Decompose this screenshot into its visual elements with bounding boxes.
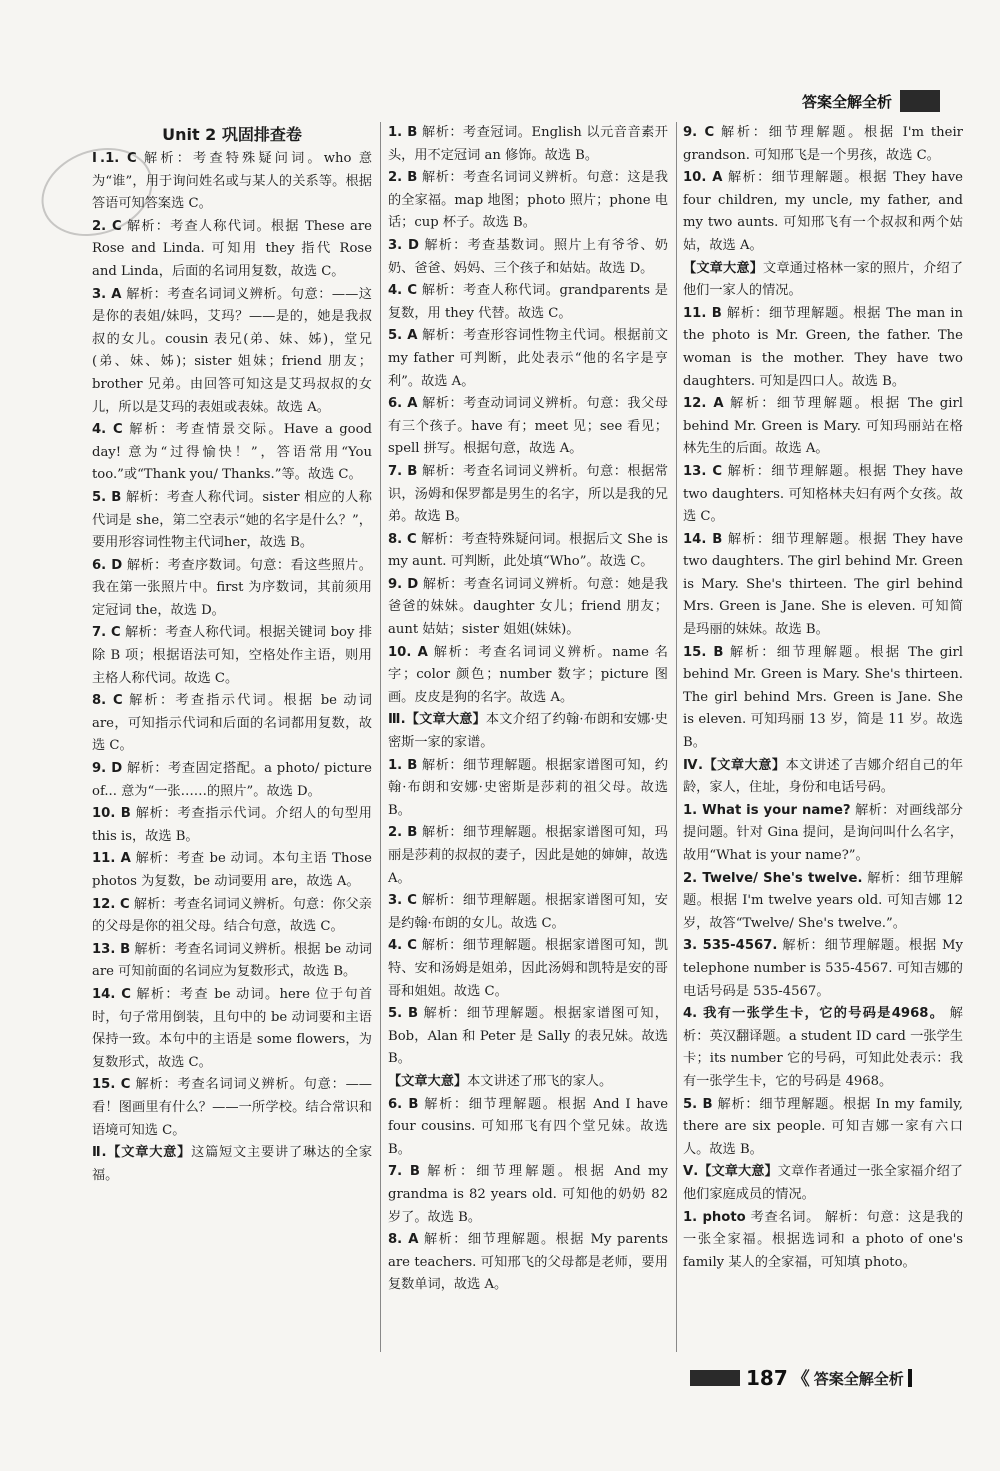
answer-text: 解析：细节理解题。根据 And my grandma is 82 years old. 可知他的奶奶 82 岁了。故选 B。 xyxy=(388,1164,668,1225)
answer-entry xyxy=(92,690,372,758)
answer-label: Ⅴ.【文章大意】 xyxy=(683,1164,778,1180)
answer-label: 3. A xyxy=(92,286,122,302)
answer-entry xyxy=(388,709,668,754)
answer-entry xyxy=(92,939,372,984)
answer-label: 【文章大意】 xyxy=(388,1073,468,1089)
answer-label: 3. 535-4567. xyxy=(683,938,778,954)
answer-text: 解析：考查人称代词。根据 These are Rose and Linda. 可知用 they 指代 Rose and Linda，后面的名词用复数，故选 C。 xyxy=(92,218,372,279)
page-footer xyxy=(690,1365,912,1391)
answer-text: 解析：细节理解题。根据家谱图可知，玛丽是莎莉的叔叔的妻子，因此是她的婶婶，故选 A。 xyxy=(388,825,668,886)
answer-text: 解析：细节理解题。根据家谱图可知，约翰·布朗和安娜·史密斯是莎莉的祖父母。故选 B。 xyxy=(388,757,668,818)
answer-entry xyxy=(388,935,668,1003)
answer-text: 解析：细节理解题。根据 The girl behind Mr. Green is Mary. 可知玛丽站在格林先生的后面。故选 A。 xyxy=(683,396,963,457)
answer-entry xyxy=(92,148,372,216)
answer-label: Ⅰ.1. C xyxy=(92,151,137,166)
answer-label: 6. D xyxy=(92,557,123,573)
answer-entry xyxy=(683,393,963,461)
answer-label: 4. C xyxy=(388,938,417,954)
answer-text: 解析：细节理解题。根据 I'm twelve years old. 可知吉娜 12 岁，故答“Twelve/ She's twelve.”。 xyxy=(683,870,963,931)
answer-text: 文章作者通过一张全家福介绍了他们家庭成员的情况。 xyxy=(683,1164,963,1202)
answer-label: 13. B xyxy=(92,941,131,957)
column-1 xyxy=(92,122,372,1187)
answer-text: 解析：考查名词词义辨析。句意：根据常识，汤姆和保罗都是男生的名字，所以是我的兄弟。故选 B。 xyxy=(388,463,668,525)
answer-label: 1. photo xyxy=(683,1209,746,1225)
answer-entry xyxy=(388,822,668,890)
answer-entry xyxy=(92,984,372,1074)
answer-label: 3. C xyxy=(388,893,417,909)
answer-entry xyxy=(92,848,372,893)
answer-entry xyxy=(92,622,372,690)
footer-title: 答案全解全析 xyxy=(813,1369,904,1388)
answer-label: 6. B xyxy=(388,1096,419,1112)
answer-entry xyxy=(683,755,963,800)
answer-entry xyxy=(388,235,668,280)
answer-text: 解析：考查动词词义辨析。句意：我父母有三个孩子。have 有；meet 见；see 看见；spell 拼写。根据句意，故选 A。 xyxy=(388,396,668,457)
answer-label: 4. 我有一张学生卡，它的号码是4968。 xyxy=(683,1006,945,1022)
answer-text: 解析：考查名词词义辨析。句意：——这是你的表姐/妹吗，艾玛？——是的，她是我叔叔的女儿。cousin 表兄(弟、妹、姊)，堂兄(弟、妹、姊)；sister 姐妹；friend 朋友；brother 兄弟。由回答可知这是艾玛叔叔的女儿，所以是艾玛的表姐或表妹。故选 A。 xyxy=(92,286,372,415)
answer-text: 解析：细节理解题。根据 The man in the photo is Mr. Green, the father. The woman is the mother. They have two daughters. 可知是四口人。故选 B。 xyxy=(683,305,963,389)
answer-label: 2. B xyxy=(388,170,418,186)
answer-label: 5. B xyxy=(683,1096,713,1112)
answer-label: 3. D xyxy=(388,237,419,253)
answer-entry xyxy=(388,167,668,235)
answer-text: 解析：对画线部分提问题。针对 Gina 提问，是询问叫什么名字，故用“What is your name?”。 xyxy=(683,802,963,863)
answer-text: 解析：考查人称代词。grandparents 是复数，用 they 代替。故选 C。 xyxy=(388,283,668,321)
answer-entry xyxy=(388,1229,668,1297)
answer-label: Ⅱ.【文章大意】 xyxy=(92,1145,192,1161)
answer-label: 1. B xyxy=(388,757,418,773)
answer-text: 解析：考查情景交际。Have a good day! 意为“过得愉快！”，答语常用“You too.”或“Thank you/ Thanks.”等。故选 C。 xyxy=(92,422,372,483)
answer-label: 13. C xyxy=(683,463,723,479)
answer-text: 解析：考查人称代词。sister 相应的人称代词是 she，第二空表示“她的名字是什么？”，要用形容词性物主代词her，故选 B。 xyxy=(92,489,372,551)
answer-entry xyxy=(92,1142,372,1187)
answer-label: 7. B xyxy=(388,1164,420,1180)
answer-text: 解析：考查特殊疑问词。根据后文 She is my aunt. 可判断，此处填“Who”。故选 C。 xyxy=(388,531,668,570)
answer-entry xyxy=(388,393,668,461)
answer-entry xyxy=(388,642,668,710)
answer-label: 15. C xyxy=(92,1077,131,1093)
answer-label: 1. What is your name? xyxy=(683,802,851,818)
answer-label: Ⅲ.【文章大意】 xyxy=(388,712,486,728)
header-block xyxy=(900,90,940,112)
answer-text: 解析：细节理解题。根据家谱图可知，凯特、安和汤姆是姐弟，因此汤姆和凯特是安的哥哥和姐姐。故选 C。 xyxy=(388,938,668,999)
answer-text: 解析：考查 be 动词。本句主语 Those photos 为复数，be 动词要用 are，故选 A。 xyxy=(92,851,372,889)
answer-label: 15. B xyxy=(683,644,724,660)
answer-entry xyxy=(683,303,963,393)
answer-entry xyxy=(388,890,668,935)
answer-entry xyxy=(683,1161,963,1206)
answer-text: 解析：细节理解题。根据 In my family, there are six people. 可知吉娜一家有六口人。故选 B。 xyxy=(683,1096,963,1157)
answer-entry xyxy=(92,894,372,939)
answer-text: 解析：考查特殊疑问词。who 意为“谁”，用于询问姓名或与某人的关系等。根据答语可知答案选 C。 xyxy=(92,151,373,212)
answer-entry xyxy=(683,258,963,303)
answer-label: Ⅳ.【文章大意】 xyxy=(683,757,786,773)
answer-entry xyxy=(388,122,668,167)
column-2-entries xyxy=(388,122,668,1297)
answer-entry xyxy=(683,868,963,936)
answer-label: 4. C xyxy=(92,422,123,438)
answer-label: 9. D xyxy=(388,576,419,592)
answer-label: 11. A xyxy=(92,851,131,867)
page-number: 187 xyxy=(746,1366,788,1390)
answer-label: 6. A xyxy=(388,396,418,412)
answer-label: 10. A xyxy=(683,170,723,186)
answer-entry xyxy=(683,461,963,529)
answer-entry xyxy=(683,800,963,868)
answer-text: 解析：考查名词词义辨析。句意：你父亲的父母是你的祖父母。结合句意，故选 C。 xyxy=(92,896,372,935)
answer-text: 解析：考查名词词义辨析。句意：她是我爸爸的妹妹。daughter 女儿；friend 朋友；aunt 姑姑；sister 姐姐(妹妹)。 xyxy=(388,576,668,638)
answer-text: 解析：考查名词词义辨析。name 名字；color 颜色；number 数字；picture 图画。皮皮是狗的名字。故选 A。 xyxy=(388,644,668,705)
header-title: 答案全解全析 xyxy=(801,92,892,111)
page-header xyxy=(760,88,940,114)
answer-label: 5. B xyxy=(388,1006,419,1022)
answer-text: 解析：细节理解题。根据 They have four children, my uncle, my father, and my two aunts. 可知邢飞有一个叔叔和两个姑姑，故选 A。 xyxy=(683,170,963,253)
answer-text: 解析：考查基数词。照片上有爷爷、奶奶、爸爸、妈妈、三个孩子和姑姑。故选 D。 xyxy=(388,237,668,276)
answer-entry xyxy=(92,419,372,487)
answer-entry xyxy=(388,755,668,823)
answer-text: 本文介绍了约翰·布朗和安娜·史密斯一家的家谱。 xyxy=(388,712,668,751)
footer-bar xyxy=(908,1369,912,1387)
answer-entry xyxy=(92,803,372,848)
column-3-entries xyxy=(683,122,963,1274)
answer-text: 解析：考查名词词义辨析。句意：这是我的全家福。map 地图；photo 照片；phone 电话；cup 杯子。故选 B。 xyxy=(388,170,668,231)
answer-label: 5. A xyxy=(388,328,418,344)
answer-label: 11. B xyxy=(683,305,722,321)
answer-text: 解析：细节理解题。根据 They have two daughters. The girl behind Mr. Green is Mary. She's thirteen. The girl behind Mrs. Green is Jane. She is eleven. 可知简是玛丽的妹妹。故选 B。 xyxy=(683,531,963,638)
answer-entry xyxy=(683,1094,963,1162)
answer-label: 10. B xyxy=(92,806,131,822)
answer-text: 解析：细节理解题。根据 My telephone number is 535-4567. 可知吉娜的电话号码是 535-4567。 xyxy=(683,938,963,999)
answer-entry xyxy=(92,487,372,555)
answer-label: 8. C xyxy=(92,693,123,709)
answer-entry xyxy=(683,167,963,257)
answer-entry xyxy=(388,1071,668,1094)
answer-label: 2. C xyxy=(92,218,122,234)
answer-entry xyxy=(388,1003,668,1071)
answer-text: 解析：细节理解题。根据 I'm their grandson. 可知邢飞是一个男孩，故选 C。 xyxy=(683,125,963,163)
column-divider xyxy=(676,122,677,1352)
answer-text: 解析：考查固定搭配。a photo/ picture of... 意为“一张……的照片”。故选 D。 xyxy=(92,761,372,799)
answer-text: 解析：考查 be 动词。here 位于句首时，句子常用倒装，且句中的 be 动词要和主语保持一致。本句中的主语是 some flowers，为复数形式，故选 C。 xyxy=(92,986,373,1070)
answer-label: 14. C xyxy=(92,986,131,1002)
answer-label: 7. C xyxy=(92,625,121,641)
answer-label: 9. C xyxy=(683,125,715,140)
answer-text: 解析：英汉翻译题。a student ID card 一张学生卡；its number 它的号码，可知此处表示：我有一张学生卡，它的号码是 4968。 xyxy=(683,1006,963,1089)
answer-label: 12. C xyxy=(92,896,130,912)
answer-text: 解析：考查序数词。句意：看这些照片。我在第一张照片中。first 为序数词，其前须用定冠词 the，故选 D。 xyxy=(92,557,372,618)
footer-arrows: 《 xyxy=(791,1369,810,1390)
answer-entry xyxy=(683,122,963,167)
answer-entry xyxy=(683,1207,963,1275)
answer-label: 9. D xyxy=(92,761,123,777)
answer-text: 本文讲述了吉娜介绍自己的年龄，家人，住址，身份和电话号码。 xyxy=(683,757,964,796)
answer-entry xyxy=(92,758,372,803)
answer-entry xyxy=(683,935,963,1003)
answer-entry xyxy=(388,461,668,529)
answer-label: 14. B xyxy=(683,531,723,547)
answer-text: 解析：考查冠词。English 以元音音素开头，用不定冠词 an 修饰。故选 B。 xyxy=(388,125,668,163)
answer-text: 解析：考查指示代词。根据 be 动词 are，可知指示代词和后面的名词都用复数，故选 C。 xyxy=(92,693,372,754)
answer-label: 10. A xyxy=(388,644,428,660)
answer-entry xyxy=(388,574,668,642)
column-divider xyxy=(380,122,381,1352)
answer-text: 解析：细节理解题。根据家谱图可知，Bob，Alan 和 Peter 是 Sally 的表兄妹。故选 B。 xyxy=(388,1006,668,1067)
answer-label: 7. B xyxy=(388,463,418,479)
unit-title: Unit 2 巩固排查卷 xyxy=(162,125,302,144)
answer-entry xyxy=(92,1074,372,1142)
answer-text: 这篇短文主要讲了琳达的全家福。 xyxy=(92,1145,373,1183)
answer-entry xyxy=(683,529,963,642)
answer-entry xyxy=(388,529,668,574)
answer-text: 考查名词。 解析：句意：这是我的一张全家福。根据选词和 a photo of one's family 某人的全家福，可知填 photo。 xyxy=(683,1209,964,1270)
answer-text: 解析：考查名词词义辨析。句意：——看！图画里有什么？——一所学校。结合常识和语境可知选 C。 xyxy=(92,1077,372,1138)
answer-text: 解析：细节理解题。根据家谱图可知，安是约翰·布朗的女儿。故选 C。 xyxy=(388,893,668,931)
answer-label: 12. A xyxy=(683,396,724,412)
answer-label: 8. C xyxy=(388,531,417,547)
answer-entry xyxy=(683,642,963,755)
footer-block xyxy=(690,1370,740,1386)
answer-label: 2. B xyxy=(388,825,418,841)
answer-label: 5. B xyxy=(92,489,122,505)
answer-text: 解析：细节理解题。根据 They have two daughters. 可知格林夫妇有两个女孩。故选 C。 xyxy=(683,463,963,525)
column-2 xyxy=(388,122,668,1297)
answer-entry xyxy=(388,280,668,325)
answer-text: 解析：细节理解题。根据 And I have four cousins. 可知邢飞有四个堂兄妹。故选 B。 xyxy=(388,1096,668,1157)
answer-text: 解析：考查名词词义辨析。根据 be 动词 are 可知前面的名词应为复数形式，故选 B。 xyxy=(92,941,372,980)
answer-text: 解析：细节理解题。根据 The girl behind Mr. Green is Mary. She's thirteen. The girl behind Mrs. Green is Jane. She is eleven. 可知玛丽 13 岁，简是 11 岁。故选 B。 xyxy=(683,644,963,751)
answer-entry xyxy=(388,1161,668,1229)
answer-text: 解析：考查形容词性物主代词。根据前文 my father 可判断，此处表示“他的名字是亨利”。故选 A。 xyxy=(388,328,668,389)
answer-entry xyxy=(92,216,372,284)
answer-text: 解析：考查人称代词。根据关键词 boy 排除 B 项；根据语法可知，空格处作主语，则用主格人称代词。故选 C。 xyxy=(92,625,373,686)
answer-entry xyxy=(92,284,372,420)
answer-text: 本文讲述了邢飞的家人。 xyxy=(467,1073,613,1089)
answer-text: 解析：考查指示代词。介绍人的句型用 this is，故选 B。 xyxy=(92,806,372,844)
answer-text: 解析：细节理解题。根据 My parents are teachers. 可知邢飞的父母都是老师，要用复数单词，故选 A。 xyxy=(388,1232,668,1293)
answer-label: 【文章大意】 xyxy=(683,260,764,276)
answer-entry xyxy=(683,1003,963,1093)
answer-label: 8. A xyxy=(388,1232,419,1248)
answer-label: 2. Twelve/ She's twelve. xyxy=(683,870,863,886)
answer-entry xyxy=(388,1094,668,1162)
answer-label: 4. C xyxy=(388,283,418,299)
answer-label: 1. B xyxy=(388,125,418,140)
column-1-entries xyxy=(92,148,372,1187)
column-3 xyxy=(683,122,963,1274)
answer-entry xyxy=(92,555,372,623)
answer-entry xyxy=(388,325,668,393)
answer-text: 文章通过格林一家的照片，介绍了他们一家人的情况。 xyxy=(683,260,964,299)
